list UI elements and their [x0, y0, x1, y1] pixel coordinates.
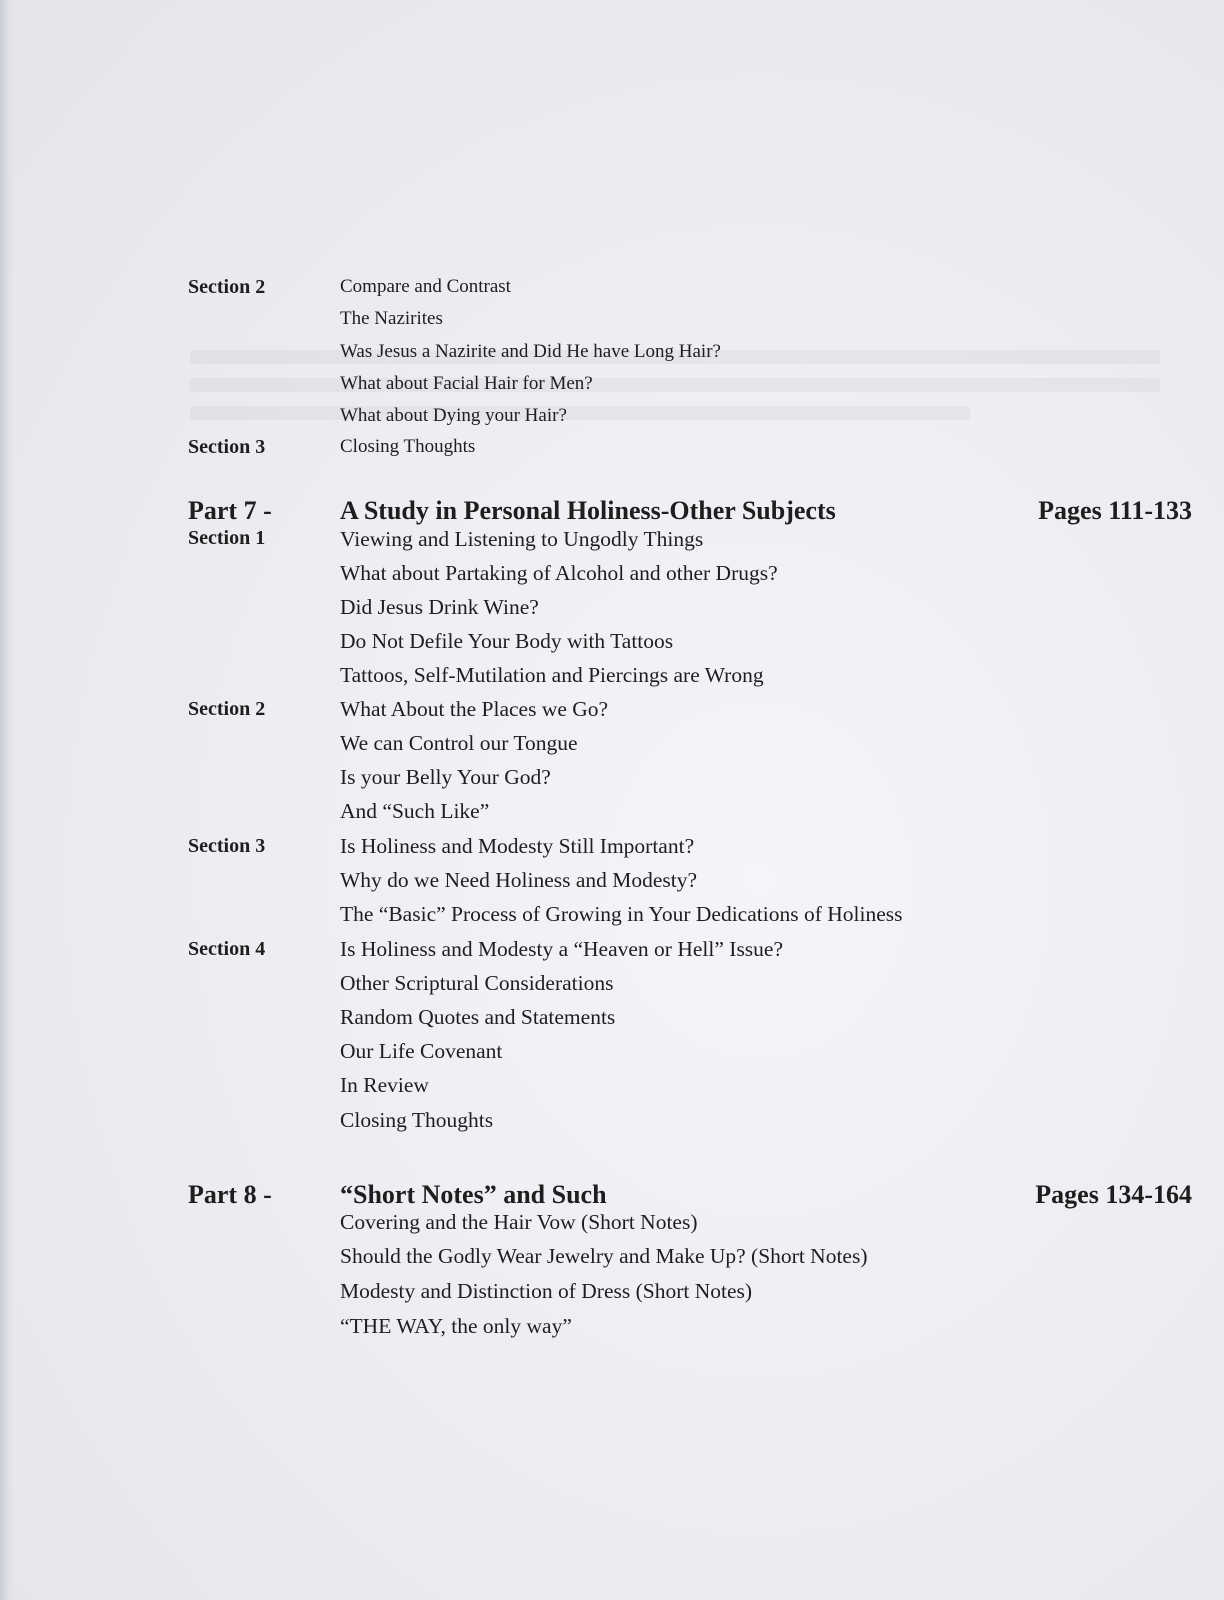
section-label: Section 1 — [188, 527, 266, 549]
section-label: Section 2 — [188, 698, 266, 720]
toc-entry: Why do we Need Holiness and Modesty? — [340, 868, 698, 892]
part-title: “Short Notes” and Such — [340, 1180, 607, 1209]
toc-entry: What about Partaking of Alcohol and other Drugs? — [340, 561, 778, 585]
toc-entry: Closing Thoughts — [340, 436, 476, 457]
toc-entry: Did Jesus Drink Wine? — [340, 595, 539, 619]
toc-entry: Tattoos, Self-Mutilation and Piercings are Wrong — [340, 663, 764, 687]
toc-entry: Should the Godly Wear Jewelry and Make Up? (Short Notes) — [340, 1244, 868, 1268]
part-label: Part 7 - — [188, 496, 272, 525]
toc-entry: What About the Places we Go? — [340, 697, 609, 721]
section-label: Section 2 — [188, 276, 266, 298]
toc-entry: Do Not Defile Your Body with Tattoos — [340, 629, 674, 653]
toc-entry: The Nazirites — [340, 308, 443, 329]
page-range: Pages 134-164 — [1035, 1180, 1192, 1209]
toc-entry: Our Life Covenant — [340, 1039, 503, 1063]
section-label: Section 3 — [188, 436, 266, 458]
part-title: A Study in Personal Holiness-Other Subjects — [340, 496, 836, 525]
toc-entry: Modesty and Distinction of Dress (Short Notes) — [340, 1279, 753, 1303]
toc-entry: In Review — [340, 1073, 429, 1097]
page-range: Pages 111-133 — [1038, 496, 1192, 525]
section-label: Section 4 — [188, 938, 266, 960]
toc-entry: Is Holiness and Modesty Still Important? — [340, 834, 695, 858]
section-label: Section 3 — [188, 835, 266, 857]
toc-entry: Closing Thoughts — [340, 1108, 494, 1132]
toc-entry: Compare and Contrast — [340, 276, 511, 297]
toc-entry: Covering and the Hair Vow (Short Notes) — [340, 1210, 698, 1234]
toc-entry: We can Control our Tongue — [340, 731, 578, 755]
part-label: Part 8 - — [188, 1180, 272, 1209]
page-edge-shadow — [0, 0, 14, 1600]
toc-entry: Viewing and Listening to Ungodly Things — [340, 527, 704, 551]
toc-entry: Random Quotes and Statements — [340, 1005, 616, 1029]
toc-entry: Is your Belly Your God? — [340, 765, 551, 789]
toc-entry: Is Holiness and Modesty a “Heaven or Hell” Issue? — [340, 937, 784, 961]
toc-entry: And “Such Like” — [340, 799, 490, 823]
toc-entry: Was Jesus a Nazirite and Did He have Long Hair? — [340, 341, 721, 362]
toc-entry: What about Facial Hair for Men? — [340, 373, 593, 394]
toc-entry: Other Scriptural Considerations — [340, 971, 614, 995]
toc-entry: What about Dying your Hair? — [340, 405, 567, 426]
toc-entry: “THE WAY, the only way” — [340, 1314, 572, 1338]
toc-entry: The “Basic” Process of Growing in Your Dedications of Holiness — [340, 902, 903, 926]
